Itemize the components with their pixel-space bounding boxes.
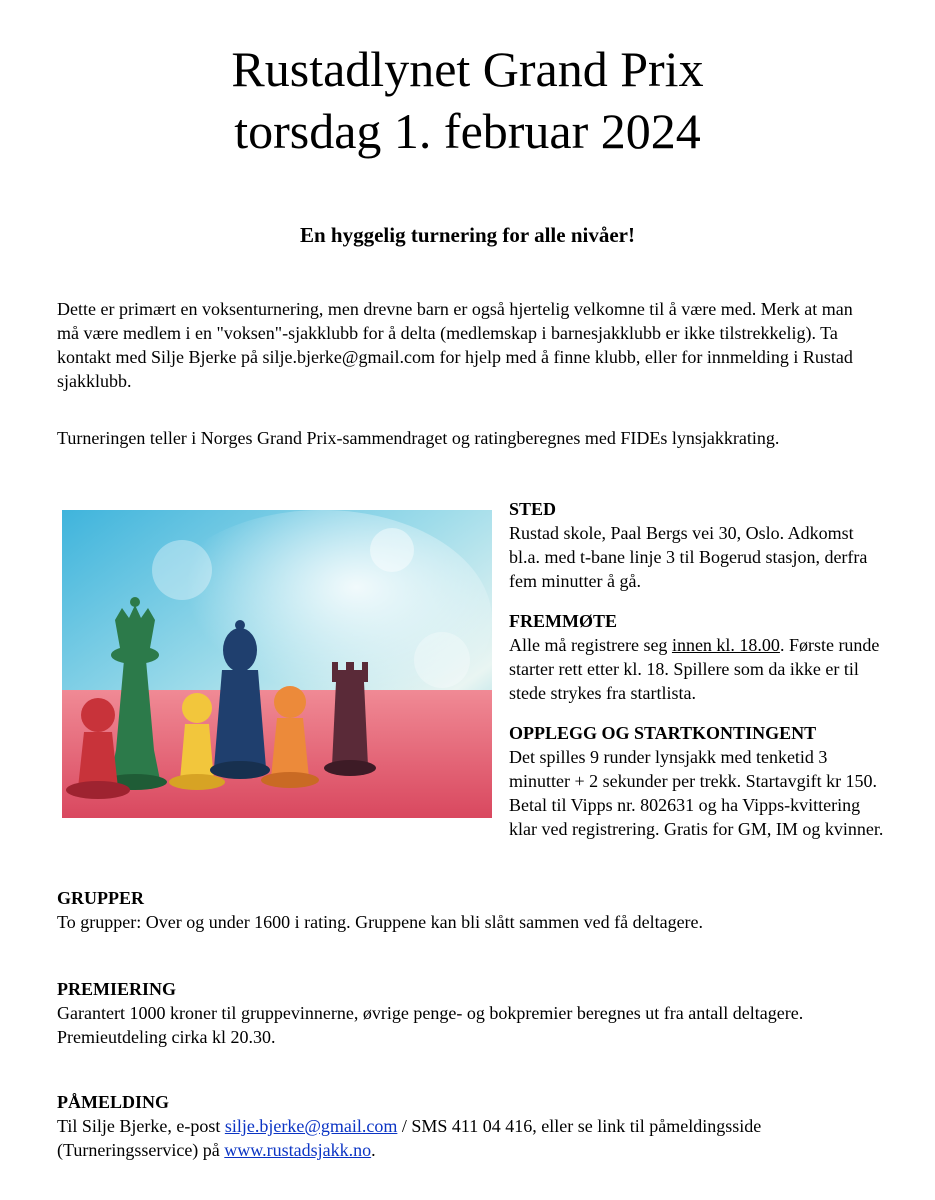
fremmote-section [509,609,889,705]
email-link[interactable]: silje.bjerke@gmail.com [224,1116,398,1136]
title-line-1: Rustadlynet Grand Prix [231,41,704,97]
grupper-section [57,886,887,934]
opplegg-heading: OPPLEGG OG STARTKONTINGENT [509,723,817,743]
sted-section [509,497,889,593]
intro-paragraph-1: Dette er primært en voksenturnering, men drevne barn er også hjertelig velkomne til å være med. Merk at man må være medlem i en "voksen"-sjakklubb for å delta (medlemskap i barnesjakklubb er ikke tilstrekkelig). Ta kontakt med Silje Bjerke på silje.bjerke@gmail.com for hjelp med å finne klubb, eller for innmelding i Rustad sjakklubb. [57,299,853,391]
premiering-heading: PREMIERING [57,979,177,999]
website-link[interactable]: www.rustadsjakk.no [224,1140,372,1160]
fremmote-text-start: Alle må registrere seg [509,635,672,655]
premiering-section [57,977,887,1049]
pamelding-text-middle: / SMS 411 04 416, eller se link til påmeldingsside (Turneringsservice) på [57,1116,762,1160]
sted-text: Rustad skole, Paal Bergs vei 30, Oslo. Adkomst bl.a. med t-bane linje 3 til Bogerud stasjon, derfra fem minutter å gå. [509,523,868,591]
fremmote-deadline: innen kl. 18.00 [671,635,780,655]
intro-paragraph-2: Turneringen teller i Norges Grand Prix-sammendraget og ratingberegnes med FIDEs lynsjakkrating. [57,428,780,448]
premiering-text: Garantert 1000 kroner til gruppevinnerne, øvrige penge- og bokpremier beregnes ut fra antall deltagere. Premieutdeling cirka kl 20.30. [57,1003,804,1047]
pamelding-section [57,1090,887,1162]
title-line-2: torsdag 1. februar 2024 [234,103,701,159]
fremmote-text-end: . Første runde starter rett etter kl. 18. Spillere som da ikke er til stede strykes fra startlista. [509,635,880,703]
grupper-heading: GRUPPER [57,888,144,908]
fremmote-text [509,633,889,705]
chess-pieces-photo [62,510,492,818]
pamelding-text-start: Til Silje Bjerke, e-post [57,1116,225,1136]
grupper-text: To grupper: Over og under 1600 i rating. Gruppene kan bli slått sammen ved få deltagere. [57,912,704,932]
opplegg-text: Det spilles 9 runder lynsjakk med tenketid 3 minutter + 2 sekunder per trekk. Startavgift kr 150. Betal til Vipps nr. 802631 og ha Vipps-kvittering klar ved registrering. Gratis for GM, IM og kvinner. [509,747,884,839]
page-title [0,38,935,162]
subtitle: En hyggelig turnering for alle nivåer! [299,223,635,247]
pamelding-text-end: . [371,1140,376,1160]
pamelding-heading: PÅMELDING [57,1092,169,1112]
sted-heading: STED [509,499,557,519]
pamelding-text [57,1114,887,1162]
opplegg-section [509,721,889,841]
fremmote-heading: FREMMØTE [509,611,617,631]
